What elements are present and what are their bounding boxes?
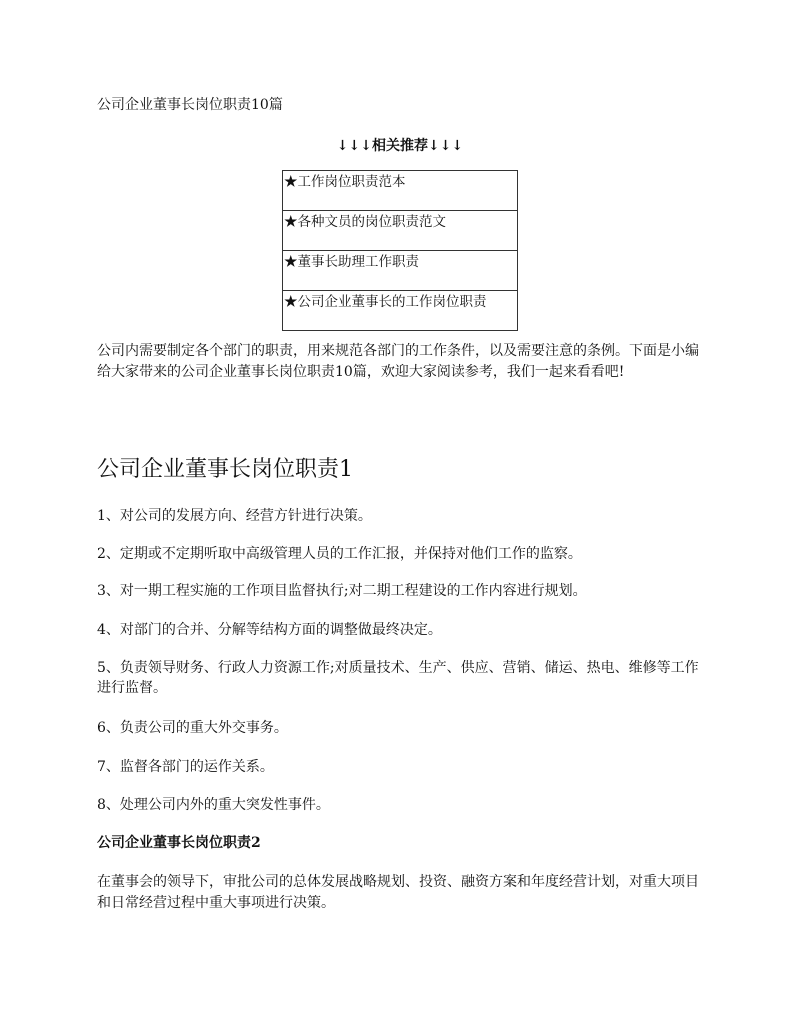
list-item: 4、对部门的合并、分解等结构方面的调整做最终决定。 [97,622,442,638]
list-item: 8、处理公司内外的重大突发性事件。 [97,797,330,813]
list-item: 7、监督各部门的运作关系。 [97,759,274,775]
section-paragraph: 在董事会的领导下，审批公司的总体发展战略规划、投资、融资方案和年度经营计划，对重大项目和日常经营过程中重大事项进行决策。 [97,874,699,911]
recommendation-link[interactable]: ★各种文员的岗位职责范文 [283,211,518,251]
recommendation-link[interactable]: ★公司企业董事长的工作岗位职责 [283,291,518,331]
list-item: 3、对一期工程实施的工作项目监督执行;对二期工程建设的工作内容进行规划。 [97,583,587,599]
list-item: 6、负责公司的重大外交事务。 [97,720,288,736]
list-item: 5、负责领导财务、行政人力资源工作;对质量技术、生产、供应、营销、储运、热电、维修等工作进行监督。 [97,660,699,696]
section-heading: 公司企业董事长岗位职责2 [97,835,261,851]
list-item: 2、定期或不定期听取中高级管理人员的工作汇报，并保持对他们工作的监察。 [97,546,582,562]
recommendation-link[interactable]: ★董事长助理工作职责 [283,251,518,291]
recommendation-table [282,170,518,331]
intro-paragraph: 公司内需要制定各个部门的职责，用来规范各部门的工作条件，以及需要注意的条例。下面是小编给大家带来的公司企业董事长岗位职责10篇，欢迎大家阅读参考，我们一起来看看吧! [97,343,699,380]
document-title: 公司企业董事长岗位职责10篇 [97,97,283,113]
recommendation-link[interactable]: ★工作岗位职责范本 [283,171,518,211]
section-heading: 公司企业董事长岗位职责1 [97,457,353,482]
list-item: 1、对公司的发展方向、经营方针进行决策。 [97,508,372,524]
recommend-header: ↓↓↓相关推荐↓↓↓ [336,138,464,154]
